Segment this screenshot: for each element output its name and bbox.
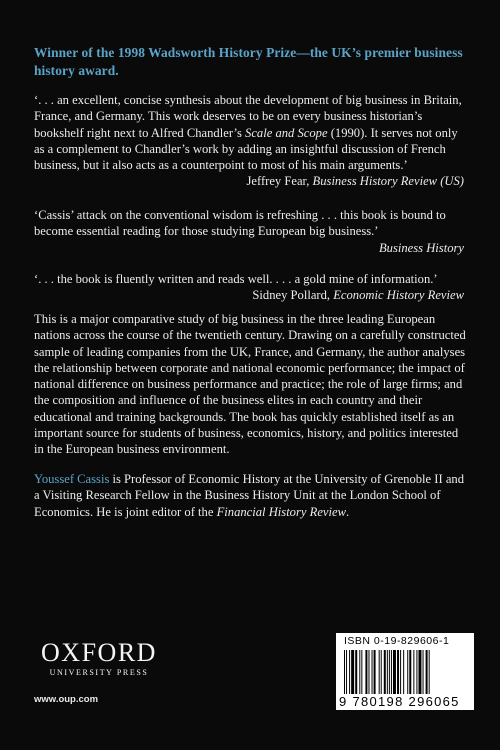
barcode-bar <box>407 650 408 694</box>
barcode-bar <box>409 650 411 694</box>
barcode-bar <box>403 650 404 694</box>
quote-attribution <box>34 173 464 189</box>
quote-source: Business History <box>378 240 464 255</box>
barcode-panel <box>336 633 474 710</box>
barcode-bar <box>423 650 424 694</box>
barcode-bar <box>416 650 417 694</box>
journal-title: Financial History Review <box>216 504 346 519</box>
quote-attribution <box>34 287 464 303</box>
barcode-bar <box>418 650 421 694</box>
quote-author: Jeffrey Fear, <box>246 174 313 189</box>
book-description: This is a major comparative study of big business in the three leading European nations across the course of the twentieth century. Drawing on a carefully constructed sample of leading companies from the UK, France, and Germany, the author analyses the relationship between corporate and national economic performance; the impact of national difference on business performance and practice; the role of large firms; and the composition and influence of the business elites in each country and their educational and training backgrounds. The book has quickly established itself as an important source for students of business, economics, history, and politics interested in the European business environment. <box>34 312 466 456</box>
barcode-bars <box>344 650 466 694</box>
isbn-text: ISBN 0-19-829606-1 <box>344 635 450 647</box>
quote-attribution <box>34 240 464 256</box>
barcode-bar <box>346 650 347 694</box>
quote-text: ‘Cassis’ attack on the conventional wisdom is refreshing . . . this book is bound to become essential reading for those studying European big business.’ <box>34 208 446 239</box>
barcode-bar <box>351 650 354 694</box>
publisher-name: OXFORD <box>41 638 157 667</box>
publisher-logo <box>34 640 164 677</box>
barcode-bar <box>400 650 401 694</box>
bio-end: . <box>345 504 350 519</box>
barcode-bar <box>374 650 376 694</box>
barcode-bar <box>344 650 345 694</box>
ean-number: 9 780198 296065 <box>339 694 460 709</box>
barcode-bar <box>384 650 386 694</box>
quote-text: ‘. . . an excellent, concise synthesis about the development of big business in Britain, France, and Germany. This work deserves to be on every business historian’s bookshelf right next to Alfred Chandler’s <box>34 93 462 140</box>
barcode-bar <box>355 650 357 694</box>
barcode-bar <box>387 650 388 694</box>
barcode-bar <box>397 650 399 694</box>
barcode-bar <box>393 650 396 694</box>
quote-text-continued: (1990). It serves not only as a complement to Chandler’s work by adding an insightful discussion of French business, but it also acts as a counterpoint to most of his main arguments.’ <box>34 125 458 173</box>
barcode-bar <box>429 650 430 694</box>
barcode-bar <box>426 650 428 694</box>
barcode-bar <box>349 650 350 694</box>
quote-author: Sidney Pollard, <box>252 288 334 303</box>
review-quote-2 <box>34 207 464 256</box>
barcode-bar <box>359 650 360 694</box>
barcode-bar <box>368 650 369 694</box>
review-quote-3 <box>34 271 464 304</box>
publisher-press: UNIVERSITY PRESS <box>49 668 149 677</box>
barcode-bar <box>361 650 362 694</box>
barcode-bar <box>365 650 367 694</box>
barcode-bar <box>381 650 382 694</box>
barcode-bar <box>391 650 392 694</box>
quote-text: ‘. . . the book is fluently written and reads well. . . . a gold mine of information.’ <box>34 272 438 286</box>
quote-source: Business History Review (US) <box>312 174 464 189</box>
publisher-url: www.oup.com <box>34 694 99 705</box>
quote-source: Economic History Review <box>333 288 464 303</box>
review-quote-1 <box>34 92 464 190</box>
barcode-bar <box>379 650 380 694</box>
barcode-bar <box>372 650 373 694</box>
barcode-bar <box>389 650 390 694</box>
author-name: Youssef Cassis <box>34 472 110 486</box>
barcode-bar <box>413 650 414 694</box>
quote-italic-title: Scale and Scope <box>245 125 328 140</box>
author-bio <box>34 471 466 520</box>
prize-statement: Winner of the 1998 Wadsworth History Prize—the UK’s premier business history award. <box>34 45 463 78</box>
bio-text: is Professor of Economic History at the University of Grenoble II and a Visiting Research Fellow in the Business History Unit at the London School of Economics. He is joint editor of the <box>34 472 465 519</box>
